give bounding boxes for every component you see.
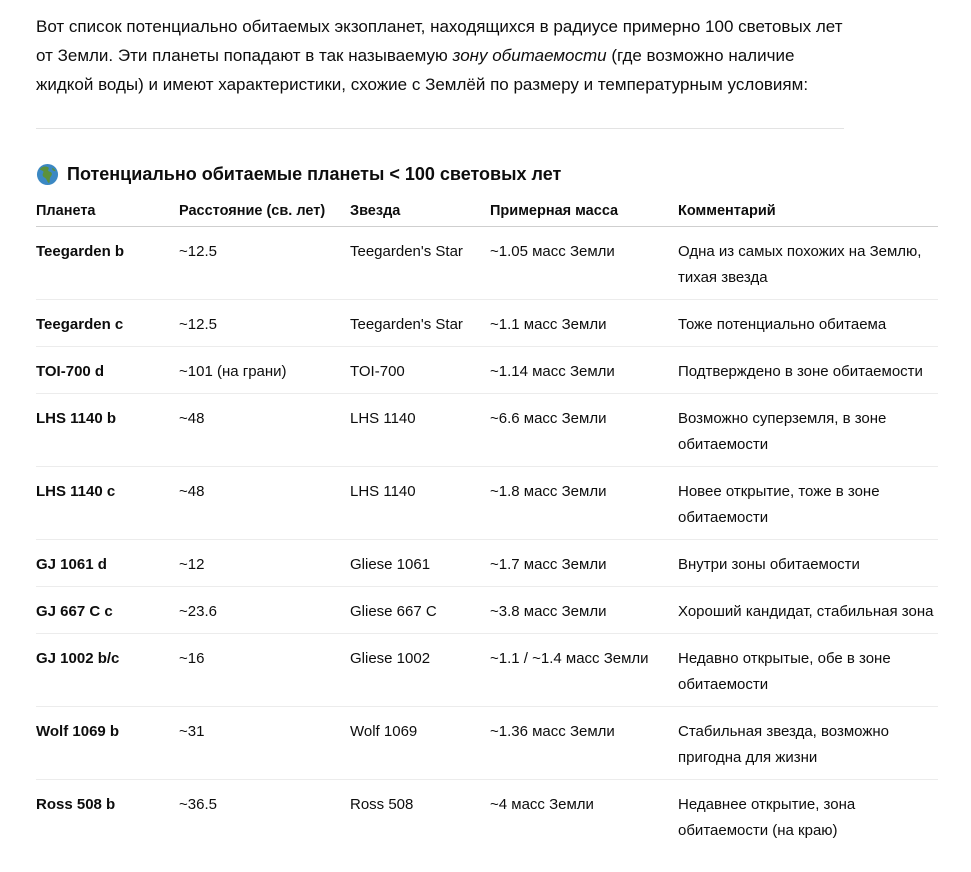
table-row bbox=[36, 707, 938, 780]
cell-mass: ~4 масс Земли bbox=[490, 796, 594, 813]
cell-distance: ~16 bbox=[179, 650, 205, 667]
table-row bbox=[36, 780, 938, 853]
table-row bbox=[36, 300, 938, 347]
cell-planet: Wolf 1069 b bbox=[36, 723, 120, 740]
cell-planet: LHS 1140 c bbox=[36, 483, 116, 500]
cell-mass: ~6.6 масс Земли bbox=[490, 410, 607, 427]
cell-comment: Тоже потенциально обитаема bbox=[678, 316, 887, 333]
table-row bbox=[36, 540, 938, 587]
globe-icon bbox=[36, 163, 59, 186]
cell-star: Gliese 1002 bbox=[350, 650, 431, 667]
cell-distance: ~48 bbox=[179, 483, 205, 500]
cell-mass: ~1.14 масс Земли bbox=[490, 363, 615, 380]
cell-mass: ~1.05 масс Земли bbox=[490, 243, 615, 260]
cell-star: Gliese 667 C bbox=[350, 603, 437, 620]
cell-comment: Стабильная звезда, возможно пригодна для жизни bbox=[678, 723, 889, 766]
cell-mass: ~3.8 масс Земли bbox=[490, 603, 607, 620]
cell-distance: ~23.6 bbox=[179, 603, 217, 620]
cell-planet: TOI-700 d bbox=[36, 363, 105, 380]
intro-paragraph bbox=[36, 12, 856, 99]
table-row bbox=[36, 227, 938, 300]
cell-star: Teegarden's Star bbox=[350, 316, 463, 333]
cell-comment: Подтверждено в зоне обитаемости bbox=[678, 363, 923, 380]
header-planet: Планета bbox=[36, 203, 96, 219]
header-mass: Примерная масса bbox=[490, 203, 619, 219]
table-header-row bbox=[36, 196, 938, 227]
cell-star: TOI-700 bbox=[350, 363, 405, 380]
cell-mass: ~1.1 / ~1.4 масс Земли bbox=[490, 650, 649, 667]
cell-planet: Teegarden c bbox=[36, 316, 124, 333]
cell-distance: ~31 bbox=[179, 723, 205, 740]
cell-comment: Внутри зоны обитаемости bbox=[678, 556, 860, 573]
cell-comment: Одна из самых похожих на Землю, тихая звезда bbox=[678, 243, 922, 286]
cell-star: LHS 1140 bbox=[350, 410, 416, 427]
header-star: Звезда bbox=[350, 203, 401, 219]
cell-planet: Teegarden b bbox=[36, 243, 125, 260]
cell-distance: ~12 bbox=[179, 556, 205, 573]
cell-distance: ~48 bbox=[179, 410, 205, 427]
cell-mass: ~1.8 масс Земли bbox=[490, 483, 607, 500]
cell-distance: ~36.5 bbox=[179, 796, 217, 813]
section-title: Потенциально обитаемые планеты < 100 световых лет bbox=[67, 163, 562, 184]
cell-distance: ~12.5 bbox=[179, 243, 217, 260]
section-heading bbox=[36, 160, 561, 188]
cell-distance: ~12.5 bbox=[179, 316, 217, 333]
cell-star: Gliese 1061 bbox=[350, 556, 431, 573]
cell-mass: ~1.1 масс Земли bbox=[490, 316, 607, 333]
cell-star: Ross 508 bbox=[350, 796, 414, 813]
cell-comment: Возможно суперземля, в зоне обитаемости bbox=[678, 410, 887, 453]
cell-distance: ~101 (на грани) bbox=[179, 363, 287, 380]
table-row bbox=[36, 587, 938, 634]
cell-planet: Ross 508 b bbox=[36, 796, 116, 813]
table-row bbox=[36, 394, 938, 467]
cell-mass: ~1.7 масс Земли bbox=[490, 556, 607, 573]
cell-comment: Хороший кандидат, стабильная зона bbox=[678, 603, 934, 620]
planets-table bbox=[36, 196, 938, 853]
cell-star: LHS 1140 bbox=[350, 483, 416, 500]
cell-planet: LHS 1140 b bbox=[36, 410, 117, 427]
cell-mass: ~1.36 масс Земли bbox=[490, 723, 615, 740]
cell-comment: Новее открытие, тоже в зоне обитаемости bbox=[678, 483, 880, 526]
table-row bbox=[36, 347, 938, 394]
header-distance: Расстояние (св. лет) bbox=[179, 203, 326, 219]
header-comment: Комментарий bbox=[678, 203, 776, 219]
cell-star: Wolf 1069 bbox=[350, 723, 418, 740]
cell-planet: GJ 1002 b/c bbox=[36, 650, 120, 667]
cell-planet: GJ 1061 d bbox=[36, 556, 107, 573]
table-row bbox=[36, 467, 938, 540]
intro-text-after: (где возможно наличие жидкой воды) и имеют характеристики, схожие с Землёй по размеру и температурным условиям: bbox=[36, 46, 809, 94]
cell-star: Teegarden's Star bbox=[350, 243, 463, 260]
cell-comment: Недавнее открытие, зона обитаемости (на краю) bbox=[678, 796, 856, 839]
table-row bbox=[36, 634, 938, 707]
cell-comment: Недавно открытые, обе в зоне обитаемости bbox=[678, 650, 891, 693]
intro-emphasis: зону обитаемости bbox=[452, 46, 607, 65]
cell-planet: GJ 667 C c bbox=[36, 603, 113, 620]
intro-text-before: Вот список потенциально обитаемых экзопланет, находящихся в радиусе примерно 100 световых лет от Земли. Эти планеты попадают в так называемую bbox=[36, 17, 843, 65]
section-divider bbox=[36, 128, 844, 129]
